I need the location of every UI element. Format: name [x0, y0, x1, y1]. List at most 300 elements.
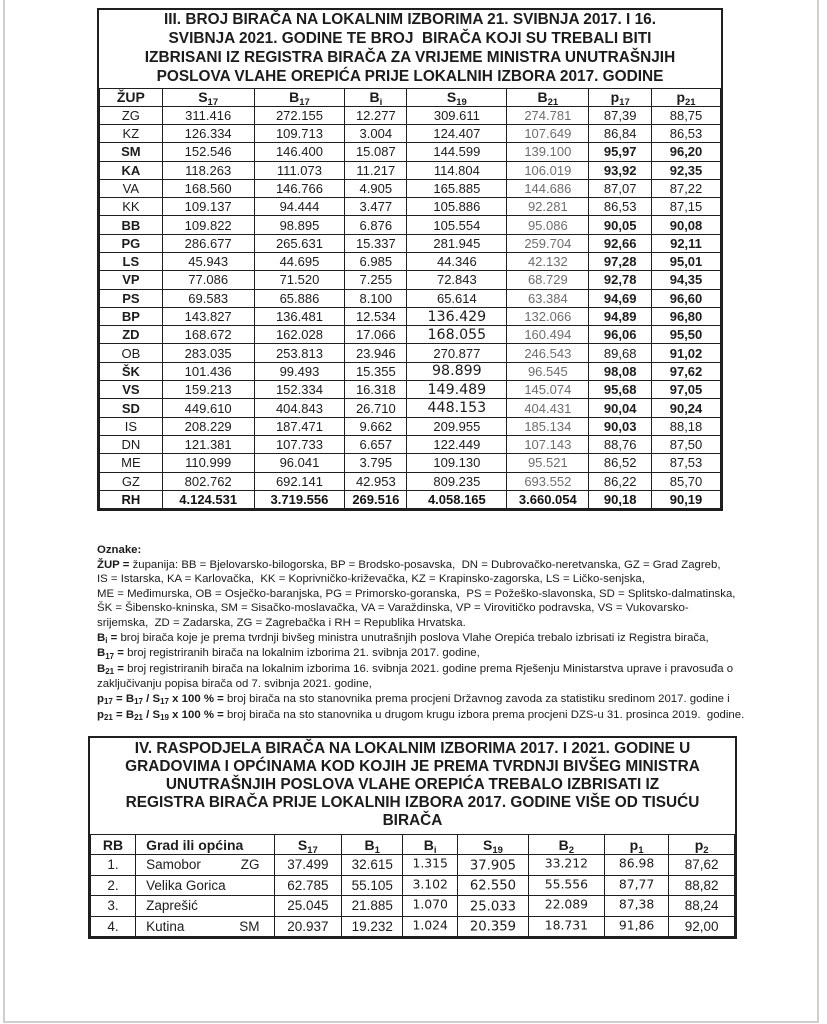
cell-value: 208.229 — [184, 418, 232, 434]
cell-value: 37.499 — [287, 857, 329, 872]
header-label: p — [694, 836, 704, 853]
cell-value: 87,39 — [603, 107, 637, 123]
county-code-cell — [100, 198, 163, 216]
cell-value: 109.713 — [275, 126, 323, 142]
b17-cell — [254, 417, 345, 435]
p17-cell — [589, 253, 652, 271]
table-row — [100, 381, 721, 399]
county-code: PS — [122, 290, 140, 306]
cell-value: 281.945 — [433, 235, 481, 251]
cell-value: 42.953 — [355, 473, 396, 489]
row-number-cell — [91, 855, 136, 876]
s17-cell — [162, 417, 254, 435]
legend-subscript: i — [105, 636, 108, 646]
header-subscript: 21 — [547, 97, 559, 107]
col-header-p17 — [589, 88, 652, 106]
cell-value: 90,08 — [669, 217, 703, 233]
county-code: SM — [239, 918, 260, 934]
cell-value: 55.556 — [544, 876, 589, 891]
cell-value: 95.086 — [527, 217, 568, 233]
cell-value: 165.885 — [433, 180, 481, 196]
b21-cell — [507, 381, 589, 399]
p2-cell — [669, 855, 735, 876]
table-4-title-line: UNUTRAŠNJIH POSLOVA VLAHE OREPIĆA TREBALO IZBRISATI IZ — [165, 776, 660, 793]
cell-value: 23.946 — [355, 345, 396, 361]
legend-text: broj registriranih birača na lokalnim izborima 16. svibnja 2021. godine prema Rješenju Ministarstva uprave i pravosuđa o — [127, 662, 734, 675]
cell-value: 96,06 — [603, 327, 637, 343]
county-code: SM — [121, 144, 141, 160]
cell-value: 68.729 — [527, 272, 568, 288]
legend-text: = B — [112, 708, 135, 721]
b21-cell — [507, 106, 589, 124]
cell-value: 809.235 — [433, 473, 481, 489]
city-cell — [136, 875, 274, 896]
b21-cell — [507, 344, 589, 362]
header-label: ŽUP — [116, 89, 145, 106]
legend-text: / S — [143, 708, 161, 721]
cell-value: 90,04 — [603, 400, 637, 416]
s17-cell — [162, 106, 254, 124]
b17-cell — [254, 399, 345, 417]
table-row — [100, 472, 721, 490]
cell-value: 87,50 — [669, 437, 703, 453]
city-name: Velika Gorica — [146, 877, 226, 893]
table-row — [100, 326, 721, 344]
legend-subscript: 17 — [134, 697, 143, 707]
p21-cell — [652, 106, 721, 124]
county-code-cell — [100, 490, 163, 508]
cell-value: 98,08 — [603, 363, 637, 379]
s17-cell — [274, 916, 342, 937]
bi-cell — [345, 472, 407, 490]
cell-value: 144.686 — [524, 180, 572, 196]
county-code-cell — [100, 417, 163, 435]
cell-value: 168.055 — [427, 326, 487, 343]
header-label: B — [423, 836, 434, 853]
cell-value: 209.955 — [433, 418, 481, 434]
city-name: Zaprešić — [146, 898, 198, 913]
cell-value: 97,05 — [669, 382, 703, 398]
county-code: KZ — [122, 126, 140, 142]
cell-value: 65.614 — [436, 290, 477, 306]
b17-cell — [254, 381, 345, 399]
cell-value: 107.143 — [524, 437, 572, 453]
cell-value: 145.074 — [524, 382, 572, 398]
legend-subscript: 17 — [103, 697, 113, 707]
col-header-b2 — [528, 835, 604, 855]
s17-cell — [162, 472, 254, 490]
cell-value: 126.334 — [184, 126, 232, 142]
table-row — [100, 417, 721, 435]
cell-value: 95,50 — [669, 327, 703, 343]
legend-line — [97, 572, 744, 587]
b21-cell — [507, 490, 589, 508]
cell-value: 86,53 — [669, 126, 703, 142]
s17-cell — [274, 896, 342, 917]
legend-text: broj birača na sto stanovnika u drugom krugu izbora prema procjeni DZS-u 31. prosinca 2019. godine. — [226, 708, 745, 721]
p2-cell — [669, 875, 735, 896]
s17-cell — [274, 855, 342, 876]
cell-value: 91,02 — [669, 345, 703, 361]
county-code-cell — [100, 454, 163, 472]
table-3-title-line: IZBRISANI IZ REGISTRA BIRAČA ZA VRIJEME MINISTRA UNUTRAŠNJIH — [144, 48, 676, 66]
county-code-cell — [100, 179, 163, 197]
table-3-title-line: III. BROJ BIRAČA NA LOKALNIM IZBORIMA 21. SVIBNJA 2017. I 16. — [163, 11, 656, 28]
cell-value: 6.985 — [359, 254, 393, 270]
cell-value: 143.827 — [184, 309, 232, 325]
cell-value: 37.905 — [469, 858, 517, 873]
s19-cell — [407, 435, 507, 453]
county-code: SD — [121, 400, 140, 416]
city-cell — [136, 896, 274, 917]
cell-value: 152.334 — [275, 382, 323, 398]
cell-value: 449.610 — [184, 400, 232, 416]
s17-cell — [162, 234, 254, 252]
table-4-title-line: GRADOVIMA I OPĆINAMA KOD KOJIH JE PREMA TVRDNJI BIVŠEG MINISTRA — [125, 758, 700, 775]
p21-cell — [652, 435, 721, 453]
p2-cell — [669, 896, 735, 917]
cell-value: 118.263 — [185, 162, 232, 178]
cell-value: 105.554 — [433, 217, 481, 233]
s19-cell — [407, 454, 507, 472]
cell-value: 99.493 — [279, 363, 320, 379]
header-label: p — [676, 89, 685, 106]
b21-cell — [507, 362, 589, 380]
bi-cell — [345, 179, 407, 197]
p17-cell — [589, 289, 652, 307]
s19-cell — [407, 271, 507, 289]
county-code-cell — [100, 399, 163, 417]
b21-cell — [507, 289, 589, 307]
p1-cell — [604, 896, 668, 917]
b21-cell — [507, 472, 589, 490]
table-row — [100, 124, 721, 142]
cell-value: 87,07 — [603, 180, 637, 196]
p17-cell — [589, 490, 652, 508]
bi-cell — [345, 362, 407, 380]
header-subscript: 19 — [492, 844, 503, 855]
county-code: OB — [121, 345, 141, 361]
header-subscript: 17 — [299, 97, 310, 107]
header-subscript: 17 — [619, 97, 630, 107]
legend-subscript: 17 — [160, 697, 169, 707]
b21-cell — [507, 216, 589, 234]
cell-value: 25.033 — [469, 899, 517, 914]
city-cell — [136, 916, 274, 937]
p21-cell — [652, 161, 721, 179]
cell-value: 96,20 — [669, 144, 703, 160]
cell-value: 4.905 — [359, 180, 393, 196]
header-subscript: 19 — [456, 97, 467, 107]
cell-value: 33.212 — [544, 855, 589, 871]
legend-text: = B — [112, 692, 135, 705]
col-header-p2 — [669, 835, 735, 855]
s19-cell — [407, 289, 507, 307]
b1-cell — [342, 896, 403, 917]
s17-cell — [162, 179, 254, 197]
county-code-cell — [100, 271, 163, 289]
cell-value: 3.795 — [359, 455, 393, 471]
s19-cell — [407, 124, 507, 142]
p17-cell — [589, 198, 652, 216]
county-code-cell — [100, 161, 163, 179]
cell-value: 7.255 — [359, 272, 393, 288]
row-number: 2. — [107, 877, 119, 893]
p1-cell — [604, 875, 668, 896]
row-number: 4. — [107, 918, 119, 934]
legend-text: / S — [143, 692, 161, 705]
p17-cell — [589, 307, 652, 325]
b21-cell — [507, 234, 589, 252]
county-code: PG — [121, 235, 141, 251]
cell-value: 90,05 — [603, 217, 637, 233]
cell-value: 3.719.556 — [270, 492, 329, 507]
cell-value: 107.649 — [524, 126, 572, 142]
cell-value: 88,24 — [684, 898, 719, 913]
b1-cell — [342, 855, 403, 876]
cell-value: 97,62 — [669, 363, 703, 379]
s19-cell — [407, 161, 507, 179]
cell-value: 94,89 — [603, 309, 637, 325]
b21-cell — [507, 326, 589, 344]
row-number: 1. — [107, 857, 119, 872]
bi-cell — [345, 198, 407, 216]
table-row — [100, 216, 721, 234]
legend-line — [97, 631, 744, 647]
cell-value: 87,22 — [669, 180, 703, 196]
s17-cell — [162, 362, 254, 380]
cell-value: 62.550 — [469, 878, 517, 894]
legend-subscript: 21 — [103, 713, 113, 723]
cell-value: 92.281 — [527, 199, 568, 215]
legend-subscript: 21 — [134, 713, 143, 723]
b2-cell — [528, 875, 604, 896]
p21-cell — [652, 381, 721, 399]
s19-cell — [407, 143, 507, 161]
p17-cell — [589, 124, 652, 142]
b21-cell — [507, 435, 589, 453]
table-row — [100, 271, 721, 289]
cell-value: 98.899 — [432, 363, 482, 380]
row-number: 3. — [107, 898, 119, 913]
s19-cell — [407, 198, 507, 216]
cell-value: 3.004 — [359, 126, 393, 142]
cell-value: 32.615 — [351, 857, 393, 872]
cell-value: 274.781 — [524, 107, 572, 123]
county-code: ZG — [121, 107, 140, 123]
cell-value: 92,11 — [670, 235, 702, 251]
cell-value: 69.583 — [188, 290, 229, 306]
county-code: ZD — [122, 327, 140, 343]
header-label: S — [297, 836, 308, 853]
cell-value: 45.943 — [188, 254, 229, 270]
p1-cell — [604, 855, 668, 876]
county-code: KK — [122, 199, 140, 215]
cell-value: 87,77 — [618, 876, 655, 891]
b21-cell — [507, 417, 589, 435]
p21-cell — [652, 454, 721, 472]
cell-value: 19.232 — [351, 918, 393, 934]
b17-cell — [254, 289, 345, 307]
cell-value: 152.546 — [184, 144, 232, 160]
p21-cell — [652, 124, 721, 142]
cell-value: 20.359 — [469, 919, 517, 935]
cell-value: 162.028 — [275, 327, 323, 343]
cell-value: 265.631 — [275, 235, 323, 251]
table-row — [100, 435, 721, 453]
b21-cell — [507, 399, 589, 417]
b17-cell — [254, 271, 345, 289]
p21-cell — [652, 179, 721, 197]
cell-value: 87,38 — [618, 896, 655, 912]
s19-cell — [407, 417, 507, 435]
cell-value: 269.516 — [352, 492, 400, 507]
cell-value: 16.318 — [355, 382, 396, 398]
cell-value: 1.315 — [412, 855, 448, 871]
cell-value: 109.130 — [433, 455, 481, 471]
s19-cell — [407, 362, 507, 380]
cell-value: 109.822 — [184, 217, 232, 233]
table-row — [91, 875, 735, 896]
cell-value: 3.477 — [359, 199, 393, 215]
header-label: B — [558, 836, 569, 853]
bi-cell — [345, 216, 407, 234]
cell-value: 18.731 — [544, 917, 589, 932]
p17-cell — [589, 472, 652, 490]
legend-subscript: 19 — [160, 713, 169, 723]
bi-cell — [345, 490, 407, 508]
cell-value: 283.035 — [184, 345, 232, 361]
b17-cell — [254, 253, 345, 271]
cell-value: 42.132 — [527, 254, 568, 270]
header-subscript: 21 — [685, 97, 696, 107]
col-header-s17 — [162, 88, 254, 106]
cell-value: 91,86 — [618, 917, 655, 932]
p21-cell — [652, 417, 721, 435]
cell-value: 1.070 — [412, 896, 448, 912]
b17-cell — [254, 234, 345, 252]
s17-cell — [162, 490, 254, 508]
p17-cell — [589, 362, 652, 380]
s19-cell — [407, 106, 507, 124]
s19-cell — [407, 490, 507, 508]
cell-value: 122.449 — [433, 437, 481, 453]
cell-value: 15.355 — [355, 363, 396, 379]
county-code-cell — [100, 326, 163, 344]
b17-cell — [254, 179, 345, 197]
legend-text: broj birača na sto stanovnika prema procjeni Državnog zavoda za statistiku sredinom 2017. godine i — [226, 692, 730, 705]
cell-value: 72.843 — [436, 272, 477, 288]
cell-value: 95,01 — [669, 254, 703, 270]
s17-cell — [162, 435, 254, 453]
cell-value: 96,80 — [669, 309, 703, 325]
s17-cell — [162, 161, 254, 179]
cell-value: 3.102 — [412, 876, 448, 891]
b17-cell — [254, 307, 345, 325]
city-cell — [136, 855, 274, 876]
cell-value: 144.599 — [433, 144, 481, 160]
p21-cell — [652, 490, 721, 508]
cell-value: 25.045 — [287, 898, 329, 913]
cell-value: 8.100 — [359, 290, 393, 306]
bi-cell — [345, 344, 407, 362]
cell-value: 20.937 — [287, 918, 329, 934]
row-number-cell — [91, 875, 136, 896]
cell-value: 139.100 — [524, 144, 572, 160]
b21-cell — [507, 253, 589, 271]
legend-text: ŽUP = — [97, 558, 133, 571]
p17-cell — [589, 234, 652, 252]
b21-cell — [507, 143, 589, 161]
cell-value: 86,84 — [603, 126, 637, 142]
p17-cell — [589, 143, 652, 161]
b17-cell — [254, 216, 345, 234]
bi-cell — [345, 143, 407, 161]
b17-cell — [254, 490, 345, 508]
header-subscript: i — [433, 844, 437, 855]
city-cell-content — [136, 920, 273, 934]
s19-cell — [458, 855, 529, 876]
s17-cell — [162, 271, 254, 289]
legend-text: broj birača koje je prema tvrdnji bivšeg ministra unutrašnjih poslova Vlahe Orepića trebalo izbrisati iz Registra birača, — [120, 631, 709, 644]
table-3-section — [97, 8, 723, 511]
county-code-cell — [100, 124, 163, 142]
col-header-s17 — [274, 835, 342, 855]
cell-value: 6.876 — [359, 217, 393, 233]
bi-cell — [345, 326, 407, 344]
legend-text: ŠK = Šibensko-kninska, SM = Sisačko-moslavačka, VA = Varaždinska, VP = Virovitičko podravska, VS = Vukovarsko- — [97, 602, 689, 615]
s19-cell — [407, 179, 507, 197]
p17-cell — [589, 271, 652, 289]
s17-cell — [162, 216, 254, 234]
cell-value: 159.213 — [184, 382, 232, 398]
b17-cell — [254, 143, 345, 161]
cell-value: 187.471 — [275, 418, 323, 434]
s19-cell — [458, 896, 529, 917]
county-code: VA — [122, 180, 140, 196]
header-subscript: 1 — [374, 844, 380, 855]
b17-cell — [254, 362, 345, 380]
table-row — [100, 454, 721, 472]
cell-value: 270.877 — [433, 345, 481, 361]
cell-value: 71.520 — [279, 272, 320, 288]
b2-cell — [528, 855, 604, 876]
city-cell-content — [136, 879, 273, 893]
col-header-b1 — [342, 835, 403, 855]
cell-value: 90,24 — [669, 400, 703, 416]
header-label: S — [446, 89, 457, 106]
b21-cell — [507, 179, 589, 197]
cell-value: 95.521 — [527, 455, 568, 471]
cell-value: 121.381 — [184, 437, 232, 453]
cell-value: 146.766 — [275, 180, 323, 196]
b17-cell — [254, 326, 345, 344]
county-code: LS — [122, 254, 140, 270]
p17-cell — [589, 216, 652, 234]
s17-cell — [162, 307, 254, 325]
cell-value: 11.217 — [356, 162, 396, 178]
b17-cell — [254, 106, 345, 124]
bi-cell — [403, 855, 458, 876]
bi-cell — [345, 124, 407, 142]
cell-value: 160.494 — [524, 327, 572, 343]
cell-value: 97,28 — [603, 254, 637, 270]
col-header-s19 — [458, 835, 529, 855]
legend-line — [97, 558, 744, 573]
p17-cell — [589, 179, 652, 197]
cell-value: 88,82 — [684, 877, 719, 893]
table-row — [100, 161, 721, 179]
